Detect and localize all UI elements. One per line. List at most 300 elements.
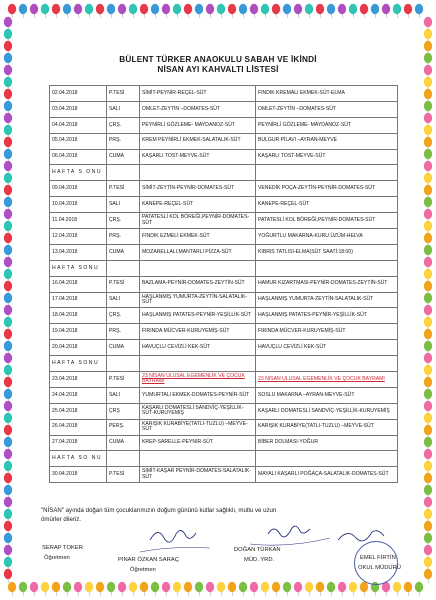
- balloon-icon: [305, 582, 313, 596]
- date-cell: [50, 372, 107, 388]
- day-cell-text: SALI: [109, 201, 121, 207]
- balloon-icon: [424, 461, 432, 475]
- morning-menu-cell: [140, 292, 256, 308]
- date-cell-text: 25.04.2018: [52, 407, 78, 414]
- date-cell: [50, 403, 107, 419]
- signature-name-3: DOĞAN TÜRKAN: [234, 547, 281, 553]
- balloon-icon: [424, 557, 432, 571]
- morning-menu-cell-text: FIRINDA MÜCVER-KURUYEMİŞ-SÜT: [142, 328, 230, 335]
- afternoon-menu-cell: [256, 308, 398, 324]
- balloon-icon: [250, 582, 258, 596]
- morning-menu-cell-text: KAŞARLI TOST-MEYVE-SÜT: [142, 153, 210, 160]
- weekend-label: HAFTA S ONU: [50, 165, 107, 181]
- balloon-icon: [4, 245, 12, 259]
- balloon-icon: [239, 582, 247, 596]
- balloon-icon: [4, 509, 12, 523]
- morning-menu-cell: [140, 101, 256, 117]
- balloon-icon: [107, 4, 115, 18]
- balloon-icon: [272, 582, 280, 596]
- table-row: [50, 419, 398, 435]
- balloon-icon: [4, 233, 12, 247]
- balloon-icon: [424, 521, 432, 535]
- table-row: [50, 372, 398, 388]
- document-title: BÜLENT TÜRKER ANAOKULU SABAH VE İKİNDİ: [119, 55, 317, 64]
- date-cell: [50, 86, 107, 102]
- balloon-icon: [4, 329, 12, 343]
- day-cell: [107, 149, 140, 165]
- balloon-icon: [195, 4, 203, 18]
- balloon-icon: [424, 221, 432, 235]
- afternoon-menu-cell: [256, 213, 398, 229]
- empty-cell: [256, 260, 398, 276]
- table-row: [50, 435, 398, 451]
- day-cell: [107, 324, 140, 340]
- balloon-icon: [424, 509, 432, 523]
- morning-menu-cell-text: HAVUÇLU CEVİZLİ KEK-SÜT: [142, 344, 211, 351]
- date-cell-text: 10.04.2018: [52, 201, 78, 207]
- balloon-icon: [283, 582, 291, 596]
- signature-role-3: MÜD. YRD.: [244, 557, 275, 563]
- day-cell: [107, 276, 140, 292]
- balloon-icon: [424, 209, 432, 223]
- afternoon-menu-cell-text: 23 NİSAN ULUSAL EGEMENLİK VE ÇOCUK BAYRAMI: [258, 375, 385, 382]
- afternoon-menu-cell: [256, 340, 398, 356]
- balloon-icon: [4, 257, 12, 271]
- date-cell-text: 09.04.2018: [52, 185, 78, 192]
- balloon-icon: [424, 437, 432, 451]
- date-cell-text: 04.04.2018: [52, 121, 78, 128]
- morning-menu-cell-text: BAZLAMA-PEYNİR-DOMATES-ZEYTİN-SÜT: [142, 280, 245, 287]
- date-cell-text: 18.04.2018: [52, 312, 78, 319]
- day-cell-text: SALI: [109, 296, 121, 303]
- balloon-icon: [424, 473, 432, 487]
- table-row: [50, 387, 398, 403]
- morning-menu-cell: [140, 181, 256, 197]
- balloon-icon: [4, 425, 12, 439]
- balloon-icon: [424, 137, 432, 151]
- morning-menu-cell: [140, 419, 256, 435]
- balloon-icon: [206, 582, 214, 596]
- balloon-icon: [4, 137, 12, 151]
- balloon-icon: [294, 582, 302, 596]
- table-row: [50, 324, 398, 340]
- date-cell: [50, 324, 107, 340]
- date-cell-text: 02.04.2018: [52, 89, 78, 96]
- balloon-icon: [4, 485, 12, 499]
- balloon-icon: [327, 4, 335, 18]
- balloon-icon: [424, 485, 432, 499]
- weekend-label: HAFTA SO NU: [50, 451, 107, 467]
- morning-menu-cell: [140, 403, 256, 419]
- day-cell-text: ÇRŞ.: [109, 312, 122, 319]
- day-cell: [107, 213, 140, 229]
- birthday-note: "NİSAN" ayında doğan tüm çocuklarımızın doğum gününü kutlar sağlıklı, mutlu ve uzun: [41, 507, 277, 514]
- empty-cell: [140, 260, 256, 276]
- morning-menu-cell: [140, 435, 256, 451]
- signature-name-4: EMEL FİRTİN: [360, 555, 396, 561]
- balloon-icon: [424, 185, 432, 199]
- day-cell-text: P.TESİ: [109, 89, 125, 96]
- morning-menu-cell: [140, 213, 256, 229]
- balloon-icon: [360, 582, 368, 596]
- date-cell: [50, 229, 107, 245]
- balloon-icon: [382, 4, 390, 18]
- balloon-icon: [30, 4, 38, 18]
- date-cell-text: 13.04.2018: [52, 248, 78, 255]
- table-row: [50, 213, 398, 229]
- balloon-icon: [151, 4, 159, 18]
- day-cell: [107, 117, 140, 133]
- balloon-icon: [316, 582, 324, 596]
- balloon-icon: [217, 4, 225, 18]
- morning-menu-cell-text: PATATESLİ KOL BÖREĞİ,PEYNİR-DOMATES-SÜT: [142, 214, 250, 226]
- afternoon-menu-cell: [256, 229, 398, 245]
- balloon-icon: [30, 582, 38, 596]
- day-cell-text: CUMA: [109, 344, 124, 351]
- morning-menu-cell-text: SİMİT-ZEYTİN-PEYNİR-DOMATES-SÜT: [142, 185, 235, 192]
- balloon-icon: [424, 77, 432, 91]
- balloon-icon: [338, 582, 346, 596]
- date-cell-text: 06.04.2018: [52, 153, 78, 160]
- afternoon-menu-cell: [256, 197, 398, 213]
- school-stamp: [354, 541, 398, 585]
- empty-cell: [256, 451, 398, 467]
- balloon-icon: [316, 4, 324, 18]
- balloon-icon: [4, 569, 12, 583]
- morning-menu-cell: [140, 372, 256, 388]
- table-row: [50, 403, 398, 419]
- afternoon-menu-cell: [256, 292, 398, 308]
- balloon-icon: [283, 4, 291, 18]
- balloon-icon: [4, 17, 12, 31]
- balloon-icon: [424, 41, 432, 55]
- afternoon-menu-cell-text: OMLET-ZEYTİN –DOMATES-SÜT: [258, 105, 337, 112]
- balloon-icon: [424, 101, 432, 115]
- table-row: [50, 149, 398, 165]
- morning-menu-cell-text: OMLET-ZEYTİN –DOMATES-SÜT: [142, 105, 221, 112]
- balloon-icon: [327, 582, 335, 596]
- balloon-icon: [360, 4, 368, 18]
- date-cell: [50, 101, 107, 117]
- day-cell: [107, 229, 140, 245]
- morning-menu-cell: [140, 229, 256, 245]
- morning-menu-cell: [140, 467, 256, 483]
- date-cell: [50, 340, 107, 356]
- balloon-icon: [4, 293, 12, 307]
- balloon-icon: [195, 582, 203, 596]
- balloon-icon: [4, 341, 12, 355]
- balloon-icon: [338, 4, 346, 18]
- table-row: [50, 244, 398, 260]
- afternoon-menu-cell-text: BİBER DOLMASI-YOĞUR: [258, 439, 319, 446]
- day-cell-text: PRŞ.: [109, 232, 121, 239]
- afternoon-menu-cell-text: HAVUÇLU CEVİZLİ KEK-SÜT: [258, 344, 327, 351]
- balloon-icon: [305, 4, 313, 18]
- day-cell: [107, 372, 140, 388]
- afternoon-menu-cell-text: YOĞURTLU MAKARNA-KURU ÜZÜM-HELVA: [258, 232, 363, 239]
- afternoon-menu-cell-text: HAŞLANMIŞ PATATES-PEYNİR-YEŞİLLİK-SÜT: [258, 312, 367, 319]
- balloon-icon: [4, 101, 12, 115]
- balloon-icon: [4, 197, 12, 211]
- balloon-icon: [151, 582, 159, 596]
- balloon-icon: [424, 353, 432, 367]
- day-cell-text: ÇRŞ.: [109, 121, 122, 128]
- day-cell: [107, 133, 140, 149]
- balloon-icon: [424, 17, 432, 31]
- balloon-icon: [424, 305, 432, 319]
- balloon-icon: [424, 149, 432, 163]
- afternoon-menu-cell-text: KANEPE-REÇEL-SÜT: [258, 201, 310, 207]
- balloon-icon: [4, 173, 12, 187]
- balloon-icon: [424, 113, 432, 127]
- balloon-icon: [261, 582, 269, 596]
- day-cell: [107, 403, 140, 419]
- balloon-icon: [4, 29, 12, 43]
- table-row: [50, 86, 398, 102]
- balloon-icon: [184, 4, 192, 18]
- balloon-icon: [4, 557, 12, 571]
- day-cell-text: ÇRŞ.: [109, 216, 122, 223]
- balloon-icon: [424, 317, 432, 331]
- date-cell: [50, 276, 107, 292]
- balloon-icon: [4, 545, 12, 559]
- balloon-icon: [4, 269, 12, 283]
- date-cell: [50, 435, 107, 451]
- balloon-icon: [74, 582, 82, 596]
- morning-menu-cell-text: FINDIK EZMELİ EKMEK-SÜT: [142, 232, 210, 239]
- signature-name-1: SERAP TOKER: [42, 545, 83, 551]
- afternoon-menu-cell-text: FINDIK KREMALI EKMEK-SÜT-ELMA: [258, 89, 345, 96]
- date-cell: [50, 149, 107, 165]
- date-cell: [50, 244, 107, 260]
- balloon-icon: [52, 582, 60, 596]
- empty-cell: [140, 451, 256, 467]
- weekend-label: HAFTA SONU: [50, 356, 107, 372]
- menu-table: [49, 85, 398, 483]
- balloon-icon: [250, 4, 258, 18]
- afternoon-menu-cell: [256, 101, 398, 117]
- balloon-icon: [424, 161, 432, 175]
- date-cell: [50, 308, 107, 324]
- afternoon-menu-cell: [256, 86, 398, 102]
- afternoon-menu-cell-text: KAŞARLI DOMATESLİ SANDVİÇ-YEŞİLLİK-KURUYEMİŞ: [258, 407, 390, 414]
- balloon-icon: [424, 257, 432, 271]
- day-cell-text: CUMA: [109, 439, 124, 446]
- balloon-icon: [424, 197, 432, 211]
- balloon-icon: [415, 4, 423, 18]
- day-cell-text: PRŞ.: [109, 137, 121, 144]
- date-cell-text: 12.04.2018: [52, 232, 78, 239]
- weekend-row: [50, 260, 398, 276]
- balloon-icon: [349, 582, 357, 596]
- balloon-icon: [184, 582, 192, 596]
- table-row: [50, 276, 398, 292]
- balloon-icon: [85, 582, 93, 596]
- afternoon-menu-cell: [256, 372, 398, 388]
- table-row: [50, 467, 398, 483]
- empty-cell: [256, 165, 398, 181]
- empty-cell: [107, 451, 140, 467]
- balloon-icon: [228, 4, 236, 18]
- balloon-icon: [424, 533, 432, 547]
- balloon-icon: [4, 41, 12, 55]
- day-cell: [107, 340, 140, 356]
- signature-role-4: OKUL MÜDÜRÜ: [358, 565, 401, 571]
- day-cell-text: CUMA: [109, 248, 124, 255]
- day-cell-text: ÇRŞ: [109, 407, 120, 414]
- date-cell-text: 19.04.2018: [52, 328, 78, 335]
- balloon-icon: [4, 161, 12, 175]
- balloon-icon: [4, 89, 12, 103]
- morning-menu-cell: [140, 86, 256, 102]
- day-cell-text: P.TESİ: [109, 471, 125, 478]
- balloon-icon: [4, 365, 12, 379]
- date-cell-text: 24.04.2018: [52, 391, 78, 398]
- balloon-icon: [4, 77, 12, 91]
- signature-role-2: Öğretmen: [130, 567, 156, 573]
- morning-menu-cell: [140, 133, 256, 149]
- day-cell-text: CUMA: [109, 153, 124, 160]
- empty-cell: [107, 165, 140, 181]
- weekend-label: HAFTA SONU: [50, 260, 107, 276]
- table-row: [50, 117, 398, 133]
- balloon-icon: [52, 4, 60, 18]
- balloon-icon: [424, 449, 432, 463]
- afternoon-menu-cell: [256, 324, 398, 340]
- morning-menu-cell-text: PEYNİRLİ GÖZLEME- MAYDANOZ-SÜT: [142, 121, 236, 128]
- balloon-icon: [4, 413, 12, 427]
- balloon-icon: [4, 377, 12, 391]
- date-cell: [50, 133, 107, 149]
- balloon-icon: [41, 4, 49, 18]
- afternoon-menu-cell: [256, 117, 398, 133]
- balloon-icon: [424, 281, 432, 295]
- balloon-icon: [4, 449, 12, 463]
- balloon-icon: [424, 245, 432, 259]
- balloon-icon: [424, 269, 432, 283]
- date-cell-text: 05.04.2018: [52, 137, 78, 144]
- document-subtitle: NİSAN AYI KAHVALTI LİSTESİ: [157, 65, 279, 74]
- empty-cell: [256, 356, 398, 372]
- balloon-icon: [424, 425, 432, 439]
- day-cell: [107, 292, 140, 308]
- empty-cell: [140, 356, 256, 372]
- balloon-icon: [424, 413, 432, 427]
- balloon-icon: [424, 365, 432, 379]
- morning-menu-cell: [140, 324, 256, 340]
- morning-menu-cell: [140, 197, 256, 213]
- balloon-icon: [424, 173, 432, 187]
- balloon-icon: [4, 305, 12, 319]
- balloon-icon: [424, 401, 432, 415]
- balloon-icon: [404, 4, 412, 18]
- morning-menu-cell-text: KREP-SARELLE-PEYNİR-SÜT: [142, 439, 214, 446]
- balloon-icon: [261, 4, 269, 18]
- afternoon-menu-cell: [256, 467, 398, 483]
- balloon-icon: [63, 582, 71, 596]
- balloon-icon: [4, 533, 12, 547]
- afternoon-menu-cell: [256, 276, 398, 292]
- weekend-row: [50, 356, 398, 372]
- day-cell: [107, 244, 140, 260]
- balloon-icon: [371, 4, 379, 18]
- morning-menu-cell: [140, 340, 256, 356]
- day-cell-text: PRŞ.: [109, 328, 121, 335]
- balloon-icon: [424, 125, 432, 139]
- balloon-icon: [424, 497, 432, 511]
- afternoon-menu-cell-text: MAYALI KAŞARLI POĞAÇA-SALATALIK-DOMATES-SÜT: [258, 471, 389, 478]
- balloon-icon: [4, 125, 12, 139]
- morning-menu-cell-text: KARIŞIK KURABİYE(TATLI-TUZLU) –MEYVE-SÜT: [142, 420, 248, 433]
- morning-menu-cell: [140, 149, 256, 165]
- balloon-icon: [4, 221, 12, 235]
- balloon-icon: [4, 113, 12, 127]
- day-cell-text: SALI: [109, 391, 121, 398]
- date-cell: [50, 387, 107, 403]
- balloon-icon: [294, 4, 302, 18]
- table-row: [50, 133, 398, 149]
- signature-name-2: PINAR ÖZKAN SARAÇ: [118, 557, 179, 563]
- balloon-icon: [404, 582, 412, 596]
- balloon-icon: [4, 209, 12, 223]
- balloon-icon: [19, 582, 27, 596]
- balloon-icon: [393, 4, 401, 18]
- balloon-icon: [415, 582, 423, 596]
- afternoon-menu-cell-text: HAŞLANMIŞ YUMURTA-ZEYTİN-SALATALIK-SÜT: [258, 296, 374, 303]
- day-cell-text: P.TESİ: [109, 185, 125, 192]
- balloon-icon: [173, 582, 181, 596]
- balloon-icon: [4, 401, 12, 415]
- morning-menu-cell-text: KAŞARLI DOMATESLİ SANDVİÇ-YEŞİLLİK-SÜT-KURUYEMİŞ: [142, 404, 244, 417]
- birthday-note-cont: ömürler dileriz.: [41, 516, 81, 523]
- balloon-icon: [424, 545, 432, 559]
- balloon-icon: [85, 4, 93, 18]
- balloon-icon: [4, 497, 12, 511]
- balloon-icon: [206, 4, 214, 18]
- balloon-icon: [424, 377, 432, 391]
- date-cell-text: 30.04.2018: [52, 471, 78, 478]
- date-cell-text: 03.04.2018: [52, 105, 78, 112]
- date-cell-text: 17.04.2018: [52, 296, 78, 303]
- balloon-icon: [424, 341, 432, 355]
- date-cell-text: 23.04.2018: [52, 375, 78, 382]
- balloon-icon: [4, 317, 12, 331]
- signature-role-1: Öğretmen: [44, 555, 70, 561]
- day-cell: [107, 419, 140, 435]
- morning-menu-cell-text: SİMİT-KAŞAR PEYNİR-DOMATES-SALATALIK-SÜT: [142, 468, 251, 480]
- morning-menu-cell-text: 23 NİSAN ULUSAL EGEMENLİK VE ÇOCUK BAYRAMI: [142, 373, 245, 385]
- afternoon-menu-cell-text: HAMUR KIZARTMASI-PEYNİR-DOMATES-ZEYTİN-SÜT: [258, 280, 388, 287]
- day-cell-text: P.TESİ: [109, 280, 125, 287]
- day-cell: [107, 197, 140, 213]
- balloon-icon: [393, 582, 401, 596]
- table-row: [50, 101, 398, 117]
- balloon-icon: [19, 4, 27, 18]
- morning-menu-cell-text: HAŞLANMIŞ YUMURTA-ZEYTİN-SALATALIK-SÜT: [142, 293, 248, 306]
- balloon-icon: [424, 29, 432, 43]
- date-cell: [50, 197, 107, 213]
- balloon-icon: [8, 582, 16, 596]
- balloon-icon: [4, 521, 12, 535]
- date-cell: [50, 419, 107, 435]
- day-cell: [107, 181, 140, 197]
- table-row: [50, 229, 398, 245]
- balloon-icon: [173, 4, 181, 18]
- date-cell-text: 27.04.2018: [52, 439, 78, 446]
- balloon-icon: [424, 389, 432, 403]
- balloon-icon: [162, 4, 170, 18]
- balloon-icon: [4, 461, 12, 475]
